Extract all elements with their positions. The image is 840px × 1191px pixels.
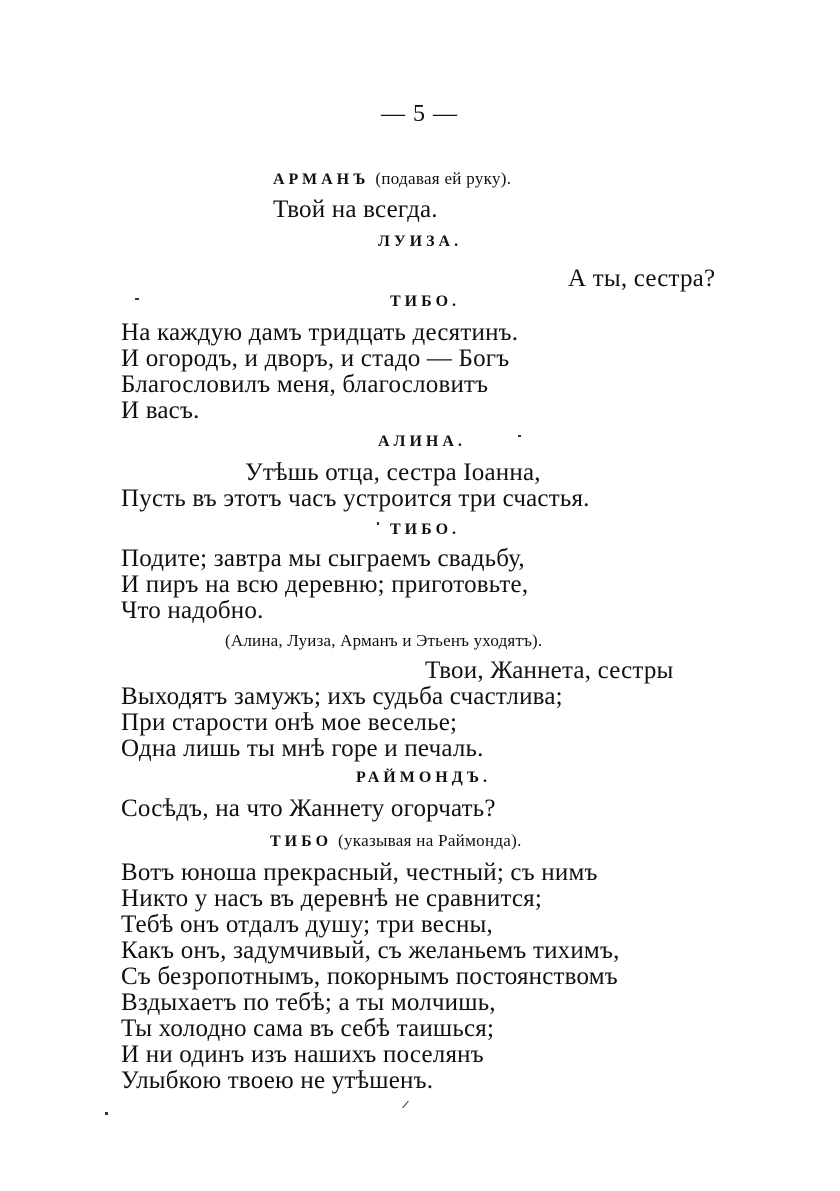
print-speck (105, 1112, 108, 1115)
page-number: — 5 — (381, 101, 458, 127)
verse-line: Вотъ юноша прекрасный, честный; съ нимъ (121, 859, 598, 886)
verse-line: При старости онѣ мое веселье; (121, 709, 458, 736)
speaker-heading (270, 832, 522, 850)
verse-line: И огородъ, и дворъ, и стадо — Богъ (121, 345, 510, 372)
speaker-name: АРМАНЪ (273, 171, 370, 188)
verse-line: Выходятъ замужъ; ихъ судьба счастлива; (121, 683, 563, 710)
verse-line: Подите; завтра мы сыграемъ свадьбу, (121, 545, 525, 572)
verse-line: Пусть въ этотъ часъ устроится три счастья. (121, 485, 590, 512)
verse-line: Улыбкою твоею не утѣшенъ. (121, 1067, 434, 1094)
verse-line: А ты, сестра? (568, 265, 716, 292)
speaker-heading: АЛИНА. (378, 433, 466, 450)
speaker-name: ТИБО (270, 833, 333, 850)
print-speck (135, 298, 139, 300)
speaker-heading: РАЙМОНДЪ. (356, 769, 491, 786)
verse-line: И васъ. (121, 397, 200, 424)
print-speck (377, 522, 379, 525)
verse-line: И пиръ на всю деревню; приготовьте, (121, 571, 529, 598)
verse-line: Утѣшь отца, сестра Іоанна, (245, 459, 541, 486)
verse-line: Вздыхаетъ по тебѣ; а ты молчишь, (121, 989, 496, 1016)
stage-direction: (Алина, Луиза, Арманъ и Этьенъ уходятъ). (225, 631, 543, 650)
verse-line: Твои, Жаннета, сестры (425, 657, 674, 684)
verse-line: Ты холодно сама въ себѣ таишься; (121, 1015, 495, 1042)
speaker-heading: ЛУИЗА. (378, 233, 463, 250)
verse-line: Что надобно. (121, 597, 264, 624)
verse-line: Благословилъ меня, благословитъ (121, 371, 489, 398)
verse-line: Сосѣдъ, на что Жаннету огорчать? (121, 795, 496, 822)
speaker-heading: ТИБО. (390, 521, 461, 538)
verse-line: Твой на всегда. (273, 196, 438, 223)
verse-line: Тебѣ онъ отдалъ душу; три весны, (121, 911, 493, 938)
stage-note: (указывая на Раймонда). (338, 831, 522, 850)
print-speck (518, 435, 521, 437)
verse-line: Съ безропотнымъ, покорнымъ постоянствомъ (121, 963, 618, 990)
stage-note: (подавая ей руку). (375, 169, 512, 188)
verse-line: Никто у насъ въ деревнѣ не сравнится; (121, 885, 543, 912)
print-speck (402, 1101, 409, 1109)
verse-line: Какъ онъ, задумчивый, съ желаньемъ тихимъ, (121, 937, 620, 964)
speaker-heading (273, 170, 511, 188)
speaker-heading: ТИБО. (390, 293, 461, 310)
verse-line: Одна лишь ты мнѣ горе и печаль. (121, 735, 484, 762)
verse-line: И ни одинъ изъ нашихъ поселянъ (121, 1041, 484, 1068)
verse-line: На каждую дамъ тридцать десятинъ. (121, 319, 519, 346)
